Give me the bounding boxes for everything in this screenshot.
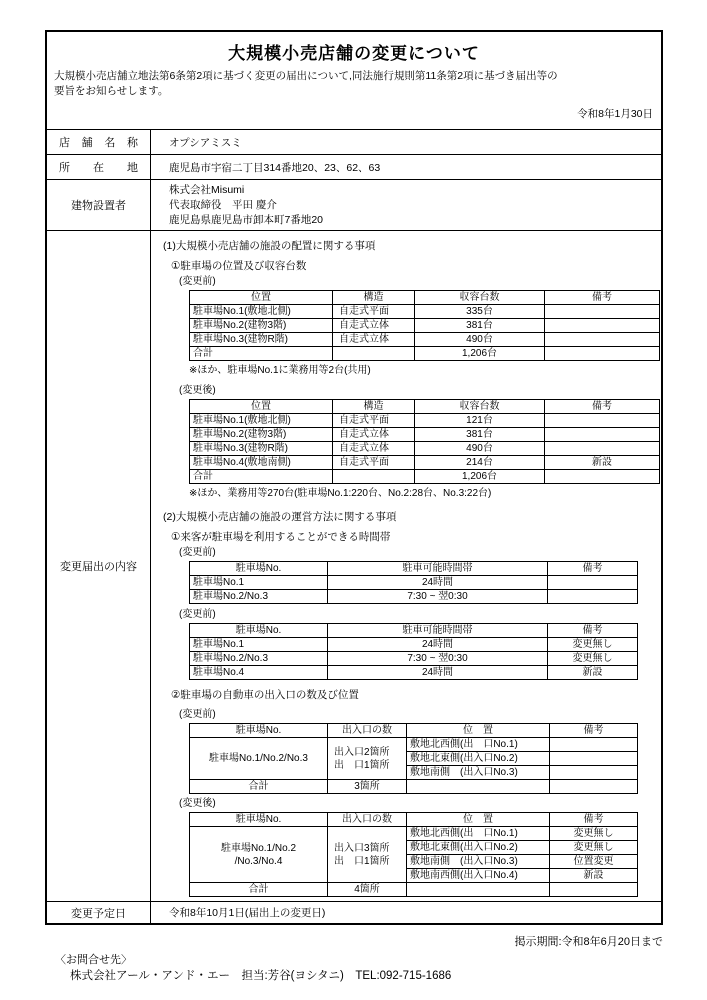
table-row: 敷地南西側(出入口No.4) 新設 bbox=[190, 869, 638, 883]
table-row: 駐車場No.3(建物R階) 自走式立体 490台 bbox=[190, 333, 660, 347]
col-gate-count: 出入口の数 bbox=[328, 813, 407, 827]
store-name-value: オプシアミスミ bbox=[169, 136, 242, 149]
table-row: 駐車場No.4(敷地南側) 自走式平面 214台 新設 bbox=[190, 456, 660, 470]
section1-title: (1)大規模小売店舗の施設の配置に関する事項 bbox=[163, 240, 376, 252]
owner-address: 鹿児島県鹿児島市卸本町7番地20 bbox=[169, 213, 324, 226]
table-row: 敷地北東側(出入口No.2) bbox=[190, 752, 638, 766]
store-name-row bbox=[47, 129, 661, 154]
col-remarks: 備考 bbox=[550, 813, 638, 827]
posting-period: 掲示期間:令和8年6月20日まで bbox=[514, 936, 663, 948]
gate-before-label: (変更前) bbox=[179, 709, 216, 720]
col-parking-no: 駐車場No. bbox=[190, 562, 328, 576]
table-row: 駐車場No.2(建物3階) 自走式立体 381台 bbox=[190, 319, 660, 333]
address-value: 鹿児島市宇宿二丁目314番地20、23、62、63 bbox=[169, 161, 381, 174]
intro-line-2: 要旨をお知らせします。 bbox=[54, 85, 169, 97]
gate-count-cell: 出入口3箇所 出 口1箇所 bbox=[328, 827, 407, 883]
table-row: 敷地南側 (出入口No.3) 位置変更 bbox=[190, 855, 638, 869]
gate-after-table bbox=[189, 812, 638, 897]
table-total-row: 合計 1,206台 bbox=[190, 470, 660, 484]
col-position: 位置 bbox=[190, 400, 333, 414]
col-structure: 構造 bbox=[333, 400, 415, 414]
col-remarks: 備考 bbox=[545, 291, 660, 305]
address-label: 所 在 地 bbox=[47, 155, 151, 179]
table-row: 駐車場No.3(建物R階) 自走式立体 490台 bbox=[190, 442, 660, 456]
issue-date: 令和8年1月30日 bbox=[577, 108, 653, 120]
change-details-label: 変更届出の内容 bbox=[47, 231, 151, 901]
hours-before-label: (変更前) bbox=[179, 547, 216, 558]
change-details-row bbox=[47, 230, 661, 901]
table-header-row bbox=[190, 624, 638, 638]
schedule-value: 令和8年10月1日(届出上の変更日) bbox=[169, 907, 326, 919]
table-row: 駐車場No.2/No.3 7:30 ~ 翌0:30 bbox=[190, 590, 638, 604]
col-remarks: 備考 bbox=[550, 724, 638, 738]
col-location: 位 置 bbox=[407, 813, 550, 827]
owner-company: 株式会社Misumi bbox=[169, 183, 245, 196]
capacity-before-note: ※ほか、駐車場No.1に業務用等2台(共用) bbox=[189, 365, 371, 376]
hours-after-label: (変更前) bbox=[179, 609, 216, 620]
table-total-row: 合計 4箇所 bbox=[190, 883, 638, 897]
col-position: 位置 bbox=[190, 291, 333, 305]
contact-info: 株式会社アール・アンド・エー 担当:芳谷(ヨシタニ) TEL:092-715-1686 bbox=[70, 970, 452, 982]
col-structure: 構造 bbox=[333, 291, 415, 305]
col-remarks: 備考 bbox=[548, 562, 638, 576]
capacity-before-label: (変更前) bbox=[179, 276, 216, 287]
intro-line-1: 大規模小売店舗立地法第6条第2項に基づく変更の届出について,同法施行規則第11条第2項に基づき届出等の bbox=[54, 70, 558, 82]
section2-title: (2)大規模小売店舗の施設の運営方法に関する事項 bbox=[163, 511, 397, 523]
change-details-body bbox=[151, 231, 661, 901]
col-parking-no: 駐車場No. bbox=[190, 624, 328, 638]
table-row: 駐車場No.1/No.2/No.3 出入口2箇所 出 口1箇所 敷地北西側(出 口No.1) bbox=[190, 738, 638, 752]
table-row: 駐車場No.1 24時間 変更無し bbox=[190, 638, 638, 652]
table-row: 駐車場No.1/No.2 /No.3/No.4 出入口3箇所 出 口1箇所 敷地北西側(出 口No.1) 変更無し bbox=[190, 827, 638, 841]
table-header-row bbox=[190, 813, 638, 827]
gate-count-cell: 出入口2箇所 出 口1箇所 bbox=[328, 738, 407, 780]
owner-row bbox=[47, 179, 661, 230]
notice-frame bbox=[45, 30, 663, 925]
table-row: 敷地北東側(出入口No.2) 変更無し bbox=[190, 841, 638, 855]
table-header-row bbox=[190, 291, 660, 305]
owner-representative: 代表取締役 平田 慶介 bbox=[169, 198, 277, 211]
page-title: 大規模小売店舗の変更について bbox=[228, 44, 480, 63]
contact-heading: 〈お問合せ先〉 bbox=[55, 954, 132, 966]
owner-label: 建物設置者 bbox=[47, 180, 151, 230]
table-row: 駐車場No.1(敷地北側) 自走式平面 121台 bbox=[190, 414, 660, 428]
col-gate-count: 出入口の数 bbox=[328, 724, 407, 738]
col-parking-no: 駐車場No. bbox=[190, 813, 328, 827]
section1-sub-title: ①駐車場の位置及び収容台数 bbox=[171, 260, 307, 272]
table-row: 駐車場No.1(敷地北側) 自走式平面 335台 bbox=[190, 305, 660, 319]
table-row: 駐車場No.2(建物3階) 自走式立体 381台 bbox=[190, 428, 660, 442]
address-row bbox=[47, 154, 661, 179]
table-row: 駐車場No.2/No.3 7:30 ~ 翌0:30 変更無し bbox=[190, 652, 638, 666]
capacity-after-table bbox=[189, 399, 660, 484]
table-total-row: 合計 1,206台 bbox=[190, 347, 660, 361]
owner-value bbox=[151, 180, 661, 230]
gate-after-label: (変更後) bbox=[179, 798, 216, 809]
hours-after-table bbox=[189, 623, 638, 680]
col-hours: 駐車可能時間帯 bbox=[328, 562, 548, 576]
table-header-row bbox=[190, 562, 638, 576]
col-remarks: 備考 bbox=[548, 624, 638, 638]
capacity-before-table bbox=[189, 290, 660, 361]
store-name-label: 店 舗 名 称 bbox=[47, 130, 151, 154]
schedule-label: 変更予定日 bbox=[47, 902, 151, 923]
intro-text bbox=[54, 69, 654, 99]
col-capacity: 収容台数 bbox=[415, 291, 545, 305]
col-remarks: 備考 bbox=[545, 400, 660, 414]
table-row: 駐車場No.1 24時間 bbox=[190, 576, 638, 590]
table-row: 敷地南側 (出入口No.3) bbox=[190, 766, 638, 780]
col-capacity: 収容台数 bbox=[415, 400, 545, 414]
capacity-after-note: ※ほか、業務用等270台(駐車場No.1:220台、No.2:28台、No.3:22台) bbox=[189, 488, 492, 499]
col-hours: 駐車可能時間帯 bbox=[328, 624, 548, 638]
notice-header bbox=[47, 32, 661, 129]
hours-before-table bbox=[189, 561, 638, 604]
table-total-row: 合計 3箇所 bbox=[190, 780, 638, 794]
parking-group-cell: 駐車場No.1/No.2 /No.3/No.4 bbox=[190, 827, 328, 883]
col-parking-no: 駐車場No. bbox=[190, 724, 328, 738]
section2-sub2-title: ②駐車場の自動車の出入口の数及び位置 bbox=[171, 689, 359, 701]
capacity-after-label: (変更後) bbox=[179, 385, 216, 396]
table-row: 駐車場No.4 24時間 新設 bbox=[190, 666, 638, 680]
table-header-row bbox=[190, 724, 638, 738]
table-header-row bbox=[190, 400, 660, 414]
col-location: 位 置 bbox=[407, 724, 550, 738]
gate-before-table bbox=[189, 723, 638, 794]
parking-group-cell: 駐車場No.1/No.2/No.3 bbox=[190, 738, 328, 780]
section2-sub1-title: ①来客が駐車場を利用することができる時間帯 bbox=[171, 531, 391, 543]
schedule-row bbox=[47, 901, 661, 923]
